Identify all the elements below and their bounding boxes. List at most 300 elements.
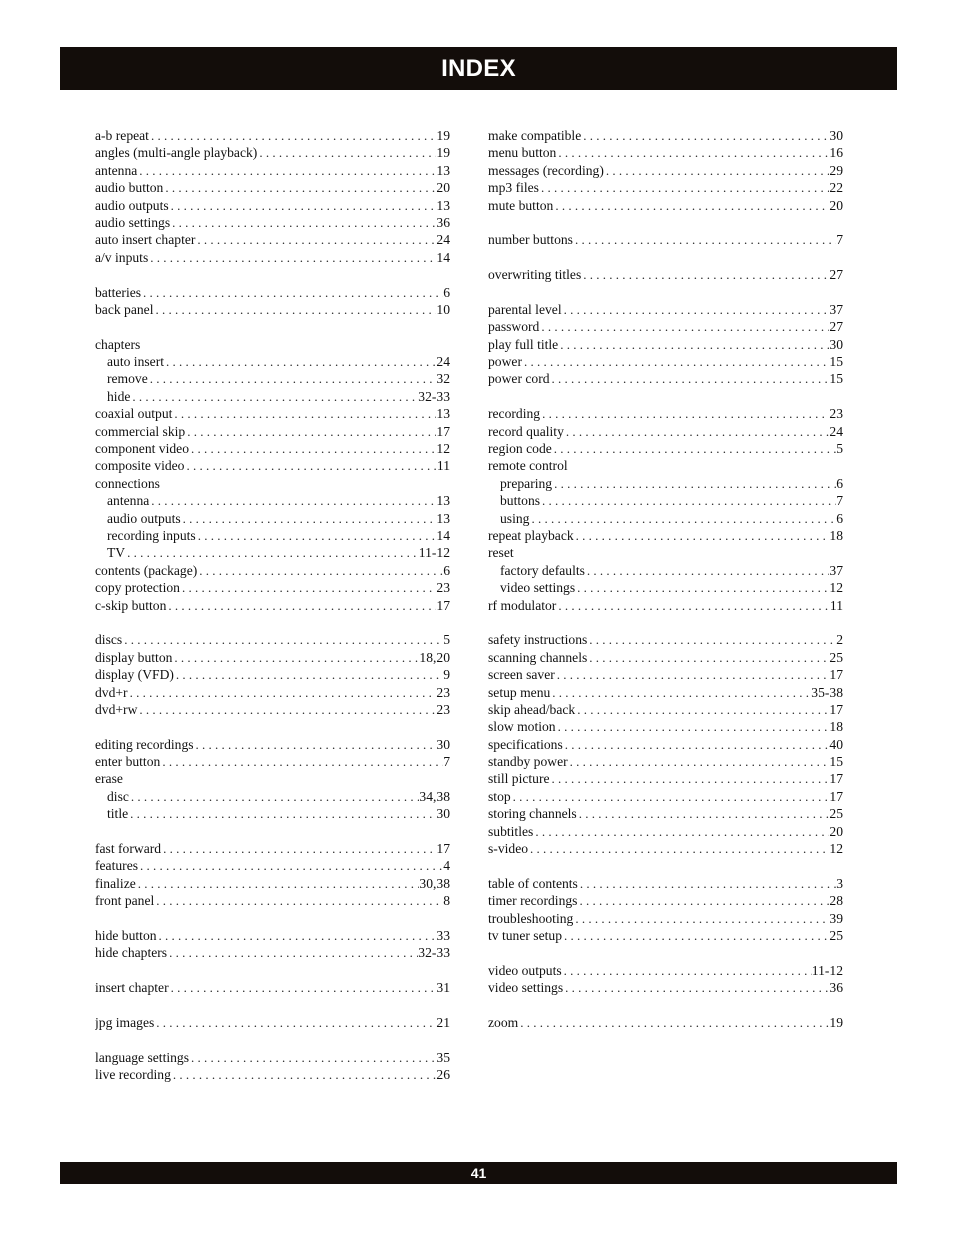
index-subentry <box>95 388 450 405</box>
page-reference: 30 <box>436 736 450 752</box>
index-term: mute button <box>488 197 554 213</box>
index-term: parental level <box>488 301 562 317</box>
index-term: audio settings <box>95 214 171 230</box>
index-term: discs <box>95 632 123 648</box>
dot-leader <box>564 423 830 440</box>
index-term: front panel <box>95 893 155 909</box>
page-reference: 6 <box>836 510 843 526</box>
index-entry <box>95 927 450 944</box>
page-reference: 7 <box>836 232 843 248</box>
index-subentry <box>95 544 450 561</box>
page-reference: 26 <box>436 1067 450 1083</box>
index-term: safety instructions <box>488 632 588 648</box>
page-reference: 20 <box>829 823 843 839</box>
index-term: slow motion <box>488 719 556 735</box>
header-bar <box>60 47 897 90</box>
page-reference: 17 <box>436 841 450 857</box>
dot-leader <box>137 162 436 179</box>
index-entry <box>488 301 843 318</box>
dot-leader <box>550 770 830 787</box>
index-entry <box>488 718 843 735</box>
index-entry <box>488 405 843 422</box>
page-reference: 23 <box>436 580 450 596</box>
dot-leader <box>185 423 436 440</box>
page-reference: 30,38 <box>419 875 450 891</box>
index-term: fast forward <box>95 841 162 857</box>
index-entry <box>95 423 450 440</box>
index-term: zoom <box>488 1014 519 1030</box>
index-entry <box>95 457 450 474</box>
dot-leader <box>154 301 437 318</box>
index-entry <box>95 840 450 857</box>
index-entry <box>95 127 450 144</box>
page-reference: 25 <box>829 927 843 943</box>
index-term: antenna <box>107 493 150 509</box>
dot-leader <box>539 179 829 196</box>
page-reference: 5 <box>836 441 843 457</box>
index-term: screen saver <box>488 667 555 683</box>
index-term: remove <box>107 371 148 387</box>
index-entry <box>95 649 450 666</box>
index-entry <box>95 301 450 318</box>
dot-leader <box>562 301 830 318</box>
index-entry <box>488 370 843 387</box>
index-term: still picture <box>488 771 550 787</box>
index-term: antenna <box>95 162 138 178</box>
index-entry <box>488 179 843 196</box>
dot-leader <box>141 284 443 301</box>
index-term: subtitles <box>488 823 534 839</box>
index-term: contents (package) <box>95 562 198 578</box>
index-entry <box>95 562 450 579</box>
index-term: number buttons <box>488 232 573 248</box>
page-reference: 13 <box>436 197 450 213</box>
dot-leader <box>169 197 437 214</box>
dot-leader <box>189 1049 436 1066</box>
dot-leader <box>568 753 830 770</box>
index-term: auto insert chapter <box>95 232 196 248</box>
index-term: hide button <box>95 927 157 943</box>
dot-leader <box>171 1066 437 1083</box>
dot-leader <box>189 440 436 457</box>
page-reference: 15 <box>829 371 843 387</box>
page-reference: 24 <box>436 354 450 370</box>
index-subentry <box>95 370 450 387</box>
dot-leader <box>552 475 836 492</box>
index-term: video settings <box>488 980 564 996</box>
index-entry <box>95 475 450 492</box>
index-entry <box>95 336 450 353</box>
dot-leader <box>125 544 419 561</box>
index-term: buttons <box>500 493 541 509</box>
dot-leader <box>539 318 829 335</box>
page-reference: 13 <box>436 510 450 526</box>
dot-leader <box>555 666 830 683</box>
page-reference: 16 <box>829 145 843 161</box>
dot-leader <box>167 944 418 961</box>
index-entry <box>488 788 843 805</box>
page-reference: 25 <box>829 806 843 822</box>
index-term: dvd+r <box>95 684 128 700</box>
dot-leader <box>587 631 836 648</box>
dot-leader <box>174 666 443 683</box>
dot-leader <box>533 823 829 840</box>
index-term: TV <box>107 545 126 561</box>
index-entry <box>95 405 450 422</box>
index-term: composite video <box>95 458 185 474</box>
dot-leader <box>581 127 829 144</box>
page-reference: 12 <box>436 441 450 457</box>
index-entry <box>95 701 450 718</box>
page-reference: 34,38 <box>419 788 450 804</box>
index-term: tv tuner setup <box>488 927 562 943</box>
page-reference: 18,20 <box>419 649 450 665</box>
index-entry <box>488 962 843 979</box>
index-term: audio outputs <box>95 197 169 213</box>
index-term: features <box>95 858 139 874</box>
dot-leader <box>573 231 836 248</box>
index-entry <box>488 805 843 822</box>
page-reference: 3 <box>836 875 843 891</box>
index-entry <box>488 631 843 648</box>
dot-leader <box>170 214 436 231</box>
page-reference: 36 <box>829 980 843 996</box>
index-entry <box>95 979 450 996</box>
page-reference: 17 <box>829 788 843 804</box>
index-term: a-b repeat <box>95 128 149 143</box>
index-entry <box>95 284 450 301</box>
dot-leader <box>160 753 443 770</box>
dot-leader <box>556 144 829 161</box>
page-reference: 18 <box>829 527 843 543</box>
index-term: language settings <box>95 1049 190 1065</box>
page-reference: 17 <box>436 597 450 613</box>
dot-leader <box>161 840 436 857</box>
page-reference: 17 <box>829 771 843 787</box>
index-entry <box>488 144 843 161</box>
page-reference: 6 <box>443 284 450 300</box>
index-term: specifications <box>488 736 563 752</box>
page-reference: 10 <box>436 301 450 317</box>
index-subentry <box>95 805 450 822</box>
page-reference: 17 <box>436 423 450 439</box>
index-term: factory defaults <box>500 562 585 578</box>
index-entry <box>488 597 843 614</box>
page-reference: 2 <box>836 632 843 648</box>
dot-leader <box>136 875 420 892</box>
dot-leader <box>556 597 830 614</box>
page-reference: 30 <box>829 128 843 143</box>
page-reference: 25 <box>829 649 843 665</box>
index-entry <box>488 162 843 179</box>
index-subentry <box>488 510 843 527</box>
index-entry <box>488 353 843 370</box>
index-subentry <box>95 353 450 370</box>
page-reference: 18 <box>829 719 843 735</box>
index-term: coaxial output <box>95 406 173 422</box>
page-reference: 6 <box>836 475 843 491</box>
page-reference: 19 <box>829 1014 843 1030</box>
page-reference: 8 <box>443 893 450 909</box>
index-subentry <box>95 788 450 805</box>
dot-leader <box>196 527 437 544</box>
index-term: editing recordings <box>95 736 194 752</box>
index-term: chapters <box>95 336 141 352</box>
index-subentry <box>488 475 843 492</box>
page-reference: 32-33 <box>418 945 450 961</box>
index-entry <box>488 666 843 683</box>
page-reference: 31 <box>436 980 450 996</box>
index-term: messages (recording) <box>488 162 604 178</box>
dot-leader <box>562 927 829 944</box>
page-reference: 23 <box>829 406 843 422</box>
index-term: c-skip button <box>95 597 167 613</box>
index-entry <box>95 666 450 683</box>
dot-leader <box>563 979 829 996</box>
dot-leader <box>540 492 836 509</box>
page-reference: 4 <box>443 858 450 874</box>
dot-leader <box>129 788 420 805</box>
index-term: hide chapters <box>95 945 168 961</box>
index-subentry <box>488 562 843 579</box>
page-reference: 7 <box>443 754 450 770</box>
page-reference: 13 <box>436 162 450 178</box>
index-term: setup menu <box>488 684 551 700</box>
index-entry <box>95 1066 450 1083</box>
dot-leader <box>257 144 436 161</box>
index-term: back panel <box>95 301 154 317</box>
index-entry <box>488 266 843 283</box>
index-term: erase <box>95 771 123 787</box>
index-entry <box>95 1049 450 1066</box>
index-term: batteries <box>95 284 142 300</box>
index-term: recording inputs <box>107 527 196 543</box>
dot-leader <box>164 353 436 370</box>
index-entry <box>488 979 843 996</box>
dot-leader <box>587 649 829 666</box>
index-entry <box>95 249 450 266</box>
index-entry <box>488 423 843 440</box>
index-term: jpg images <box>95 1014 155 1030</box>
page-reference: 9 <box>443 667 450 683</box>
page-reference: 36 <box>436 214 450 230</box>
page-reference: 12 <box>829 841 843 857</box>
index-term: remote control <box>488 458 568 474</box>
page-title: INDEX <box>441 54 516 82</box>
index-term: recording <box>488 406 541 422</box>
index-term: connections <box>95 475 160 491</box>
page-reference: 32 <box>436 371 450 387</box>
page-reference: 19 <box>436 145 450 161</box>
dot-leader <box>137 701 436 718</box>
index-term: copy protection <box>95 580 180 596</box>
index-entry <box>95 440 450 457</box>
index-entry <box>488 197 843 214</box>
index-entry <box>95 231 450 248</box>
index-entry <box>488 753 843 770</box>
page-reference: 28 <box>829 893 843 909</box>
index-entry <box>488 649 843 666</box>
index-entry <box>488 544 843 561</box>
index-term: make compatible <box>488 128 582 143</box>
page-reference: 35 <box>436 1049 450 1065</box>
page-reference: 37 <box>829 301 843 317</box>
page-reference: 19 <box>436 128 450 143</box>
page-reference: 39 <box>829 910 843 926</box>
dot-leader <box>574 527 830 544</box>
index-term: storing channels <box>488 806 577 822</box>
index-column-left <box>95 127 450 1083</box>
index-entry <box>488 318 843 335</box>
dot-leader <box>130 388 418 405</box>
index-entry <box>488 875 843 892</box>
dot-leader <box>157 927 437 944</box>
page-reference: 20 <box>436 180 450 196</box>
index-entry <box>95 162 450 179</box>
dot-leader <box>154 1014 436 1031</box>
page-reference: 15 <box>829 354 843 370</box>
index-term: hide <box>107 388 131 404</box>
index-entry <box>488 840 843 857</box>
index-entry <box>95 1014 450 1031</box>
index-entry <box>95 597 450 614</box>
page-reference: 27 <box>829 319 843 335</box>
index-entry <box>488 1014 843 1031</box>
index-entry <box>95 684 450 701</box>
dot-leader <box>529 510 836 527</box>
page-reference: 7 <box>836 493 843 509</box>
index-term: finalize <box>95 875 136 891</box>
page-reference: 20 <box>829 197 843 213</box>
dot-leader <box>511 788 830 805</box>
page-reference: 11 <box>436 458 450 474</box>
index-term: title <box>107 806 129 822</box>
index-entry <box>95 944 450 961</box>
index-entry <box>488 440 843 457</box>
page-reference: 6 <box>443 562 450 578</box>
dot-leader <box>552 440 836 457</box>
page-reference: 13 <box>436 493 450 509</box>
index-term: video settings <box>500 580 576 596</box>
dot-leader <box>522 353 829 370</box>
index-term: auto insert <box>107 354 165 370</box>
index-entry <box>488 823 843 840</box>
index-term: s-video <box>488 841 529 857</box>
page-reference: 37 <box>829 562 843 578</box>
index-term: rf modulator <box>488 597 557 613</box>
dot-leader <box>540 405 829 422</box>
page-reference: 29 <box>829 162 843 178</box>
index-term: preparing <box>500 475 553 491</box>
page-reference: 21 <box>436 1014 450 1030</box>
index-term: standby power <box>488 754 568 770</box>
index-entry <box>488 892 843 909</box>
dot-leader <box>581 266 829 283</box>
index-entry <box>95 144 450 161</box>
index-term: password <box>488 319 540 335</box>
index-term: video outputs <box>488 962 562 978</box>
page-reference: 22 <box>829 180 843 196</box>
index-term: record quality <box>488 423 564 439</box>
dot-leader <box>148 249 436 266</box>
index-term: display button <box>95 649 173 665</box>
page-reference: 12 <box>829 580 843 596</box>
dot-leader <box>573 910 829 927</box>
dot-leader <box>558 336 829 353</box>
page-reference: 23 <box>436 684 450 700</box>
index-term: menu button <box>488 145 557 161</box>
dot-leader <box>128 684 437 701</box>
index-term: reset <box>488 545 514 561</box>
index-term: insert chapter <box>95 980 169 996</box>
index-term: audio button <box>95 180 164 196</box>
index-subentry <box>95 510 450 527</box>
dot-leader <box>163 179 436 196</box>
page-reference: 30 <box>436 806 450 822</box>
dot-leader <box>122 631 443 648</box>
dot-leader <box>128 805 436 822</box>
page-reference: 5 <box>443 632 450 648</box>
index-entry <box>95 736 450 753</box>
index-term: region code <box>488 441 552 457</box>
dot-leader <box>148 370 437 387</box>
dot-leader <box>553 197 829 214</box>
page-reference: 27 <box>829 267 843 283</box>
dot-leader <box>194 736 437 753</box>
index-term: a/v inputs <box>95 249 149 265</box>
dot-leader <box>577 892 829 909</box>
index-entry <box>95 579 450 596</box>
dot-leader <box>518 1014 829 1031</box>
dot-leader <box>197 562 443 579</box>
index-term: live recording <box>95 1067 171 1083</box>
index-term: skip ahead/back <box>488 701 576 717</box>
dot-leader <box>585 562 829 579</box>
dot-leader <box>169 979 437 996</box>
dot-leader <box>149 127 436 144</box>
dot-leader <box>166 597 436 614</box>
dot-leader <box>578 875 836 892</box>
dot-leader <box>528 840 829 857</box>
dot-leader <box>562 962 812 979</box>
index-subentry <box>95 492 450 509</box>
index-term: display (VFD) <box>95 667 174 683</box>
dot-leader <box>575 701 829 718</box>
page-reference: 30 <box>829 336 843 352</box>
page-reference: 13 <box>436 406 450 422</box>
index-term: timer recordings <box>488 893 578 909</box>
page-reference: 14 <box>436 249 450 265</box>
index-term: play full title <box>488 336 559 352</box>
index-subentry <box>488 492 843 509</box>
index-entry <box>488 927 843 944</box>
index-entry <box>488 770 843 787</box>
dot-leader <box>550 370 830 387</box>
dot-leader <box>550 684 811 701</box>
index-term: disc <box>107 788 129 804</box>
page-reference: 11-12 <box>811 962 843 978</box>
dot-leader <box>577 805 830 822</box>
dot-leader <box>172 405 436 422</box>
index-term: component video <box>95 441 190 457</box>
index-entry <box>488 127 843 144</box>
index-term: enter button <box>95 754 161 770</box>
page-reference: 11 <box>829 597 843 613</box>
index-term: commercial skip <box>95 423 186 439</box>
dot-leader <box>563 736 830 753</box>
dot-leader <box>195 231 436 248</box>
page-reference: 15 <box>829 754 843 770</box>
